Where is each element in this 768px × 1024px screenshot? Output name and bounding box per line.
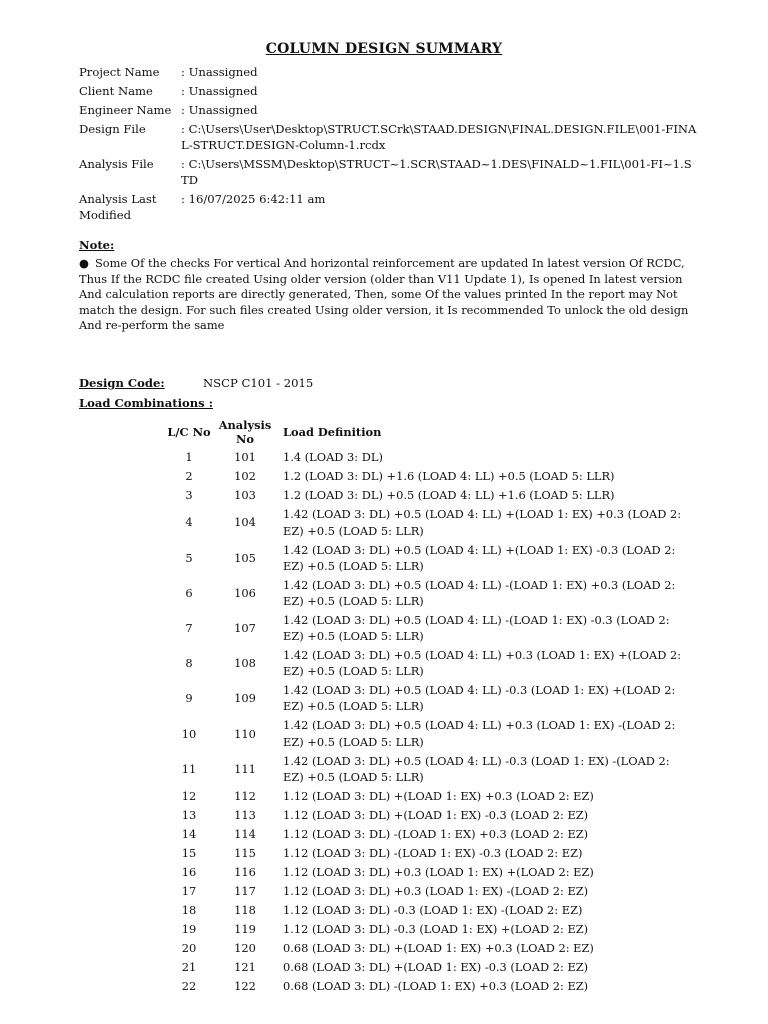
lc-no-cell: 10 xyxy=(181,726,197,741)
lc-no-cell: 7 xyxy=(185,621,193,635)
lc-no-cell: 9 xyxy=(185,691,193,706)
table-row xyxy=(166,919,683,938)
analysis-no-cell: 120 xyxy=(234,940,256,955)
lc-no-cell: 5 xyxy=(185,550,193,565)
info-value: : C:\Users\User\Desktop\STRUCT.SCrk\STAAD.DESIGN\FINAL.DESIGN.FILE\001-FINAL-STRUCT.DESIGN-Column-1.rcdx xyxy=(181,122,697,152)
analysis-no-cell: 106 xyxy=(234,585,256,600)
load-definition-cell: 1.12 (LOAD 3: DL) +0.3 (LOAD 1: EX) -(LOAD 2: EZ) xyxy=(283,883,589,898)
lc-no-cell: 13 xyxy=(181,807,197,822)
load-definition-cell: 1.42 (LOAD 3: DL) +0.5 (LOAD 4: LL) +(LOAD 1: EX) -0.3 (LOAD 2: EZ) +0.5 (LOAD 5: LLR) xyxy=(283,542,676,573)
table-header-row xyxy=(166,416,683,448)
lc-no-cell: 15 xyxy=(181,845,197,860)
load-definition-cell: 1.12 (LOAD 3: DL) -0.3 (LOAD 1: EX) +(LOAD 2: EZ) xyxy=(283,921,589,936)
analysis-no-cell: 117 xyxy=(234,883,256,898)
load-definition-cell: 1.4 (LOAD 3: DL) xyxy=(283,450,383,465)
table-row xyxy=(166,957,683,976)
table-row xyxy=(166,716,683,751)
info-row-analysis-file xyxy=(79,156,699,188)
analysis-no-cell: 115 xyxy=(234,845,256,860)
analysis-no-cell: 109 xyxy=(234,691,256,706)
header-load-definition: Load Definition xyxy=(283,425,382,439)
analysis-no-cell: 104 xyxy=(234,515,256,530)
project-info xyxy=(79,64,699,226)
info-value: : Unassigned xyxy=(181,103,258,117)
lc-no-cell: 17 xyxy=(181,883,197,898)
table-row xyxy=(166,805,683,824)
table-body xyxy=(166,448,683,995)
analysis-no-cell: 114 xyxy=(234,826,256,841)
header-analysis-no: Analysis No xyxy=(218,418,272,446)
load-definition-cell: 1.12 (LOAD 3: DL) -0.3 (LOAD 1: EX) -(LOAD 2: EZ) xyxy=(283,902,583,917)
info-row-design-file xyxy=(79,121,699,153)
lc-no-cell: 22 xyxy=(181,978,197,993)
info-value: : C:\Users\MSSM\Desktop\STRUCT~1.SCR\STAAD~1.DES\FINALD~1.FIL\001-FI~1.STD xyxy=(181,157,692,187)
info-row-engineer-name xyxy=(79,102,699,118)
load-definition-cell: 1.42 (LOAD 3: DL) +0.5 (LOAD 4: LL) +0.3 (LOAD 1: EX) +(LOAD 2: EZ) +0.5 (LOAD 5: LLR) xyxy=(283,648,682,679)
info-value: : 16/07/2025 6:42:11 am xyxy=(181,192,326,206)
load-definition-cell: 1.12 (LOAD 3: DL) -(LOAD 1: EX) +0.3 (LOAD 2: EZ) xyxy=(283,826,589,841)
lc-no-cell: 4 xyxy=(185,515,193,530)
info-row-client-name xyxy=(79,83,699,99)
info-label: Analysis Last Modified xyxy=(79,192,157,222)
table-row xyxy=(166,881,683,900)
analysis-no-cell: 111 xyxy=(234,761,256,776)
analysis-no-cell: 110 xyxy=(234,726,256,741)
table-row xyxy=(166,751,683,786)
table-row xyxy=(166,575,683,610)
load-definition-cell: 1.12 (LOAD 3: DL) +(LOAD 1: EX) -0.3 (LOAD 2: EZ) xyxy=(283,807,589,822)
lc-no-cell: 6 xyxy=(185,585,193,600)
load-definition-cell: 1.12 (LOAD 3: DL) +(LOAD 1: EX) +0.3 (LOAD 2: EZ) xyxy=(283,788,594,803)
analysis-no-cell: 118 xyxy=(234,902,256,917)
lc-no-cell: 8 xyxy=(185,656,193,671)
table-row xyxy=(166,486,683,505)
load-combinations-table xyxy=(166,416,683,995)
bullet-icon: ● xyxy=(79,256,89,270)
analysis-no-cell: 101 xyxy=(234,450,256,465)
analysis-no-cell: 107 xyxy=(234,621,256,635)
load-definition-cell: 0.68 (LOAD 3: DL) -(LOAD 1: EX) +0.3 (LOAD 2: EZ) xyxy=(283,978,589,993)
analysis-no-cell: 105 xyxy=(234,550,256,565)
lc-no-cell: 18 xyxy=(181,902,197,917)
lc-no-cell: 16 xyxy=(181,864,197,879)
info-row-analysis-last-modified xyxy=(79,191,699,223)
table-row xyxy=(166,505,683,540)
analysis-no-cell: 103 xyxy=(234,488,256,503)
table-row xyxy=(166,681,683,716)
header-lc-no: L/C No xyxy=(167,425,211,439)
lc-no-cell: 2 xyxy=(185,469,193,484)
table-row xyxy=(166,611,683,646)
table-row xyxy=(166,976,683,995)
note-text: Some Of the checks For vertical And horizontal reinforcement are updated In latest version Of RCDC, Thus If the RCDC file created Using older version (older than V11 Update 1), Is opened In latest version And calculation reports are directly generated, Then, some Of the values printed In the report may Not match the design. For such files created Using older version, it Is recommended To unlock the old design And re-perform the same xyxy=(79,256,689,332)
note-body xyxy=(79,256,691,334)
analysis-no-cell: 113 xyxy=(234,807,256,822)
load-definition-cell: 1.42 (LOAD 3: DL) +0.5 (LOAD 4: LL) -(LOAD 1: EX) -0.3 (LOAD 2: EZ) +0.5 (LOAD 5: LLR) xyxy=(283,612,670,644)
lc-no-cell: 11 xyxy=(181,761,197,776)
table-row xyxy=(166,467,683,486)
table-row xyxy=(166,824,683,843)
info-label: Project Name xyxy=(79,65,160,79)
load-definition-cell: 1.2 (LOAD 3: DL) +0.5 (LOAD 4: LL) +1.6 (LOAD 5: LLR) xyxy=(283,488,615,503)
table-row xyxy=(166,540,683,575)
note-heading: Note: xyxy=(79,238,115,252)
table-row xyxy=(166,448,683,467)
table-row xyxy=(166,862,683,881)
table-row xyxy=(166,938,683,957)
load-definition-cell: 0.68 (LOAD 3: DL) +(LOAD 1: EX) +0.3 (LOAD 2: EZ) xyxy=(283,940,594,955)
analysis-no-cell: 116 xyxy=(234,864,256,879)
load-definition-cell: 1.42 (LOAD 3: DL) +0.5 (LOAD 4: LL) -0.3 (LOAD 1: EX) +(LOAD 2: EZ) +0.5 (LOAD 5: LLR) xyxy=(283,683,676,714)
lc-no-cell: 19 xyxy=(181,921,197,936)
info-label: Client Name xyxy=(79,84,153,98)
load-combinations-heading: Load Combinations : xyxy=(79,396,213,410)
analysis-no-cell: 112 xyxy=(234,788,256,803)
lc-no-cell: 20 xyxy=(181,940,197,955)
load-definition-cell: 0.68 (LOAD 3: DL) +(LOAD 1: EX) -0.3 (LOAD 2: EZ) xyxy=(283,959,589,974)
lc-no-cell: 3 xyxy=(185,488,193,503)
lc-no-cell: 21 xyxy=(181,959,197,974)
table-row xyxy=(166,900,683,919)
info-value: : Unassigned xyxy=(181,65,258,79)
analysis-no-cell: 102 xyxy=(234,469,256,484)
analysis-no-cell: 108 xyxy=(234,656,256,671)
info-label: Design File xyxy=(79,122,146,136)
analysis-no-cell: 121 xyxy=(234,959,256,974)
load-definition-cell: 1.2 (LOAD 3: DL) +1.6 (LOAD 4: LL) +0.5 (LOAD 5: LLR) xyxy=(283,469,615,484)
lc-no-cell: 1 xyxy=(185,450,193,465)
load-definition-cell: 1.42 (LOAD 3: DL) +0.5 (LOAD 4: LL) -(LOAD 1: EX) +0.3 (LOAD 2: EZ) +0.5 (LOAD 5: LLR) xyxy=(283,577,676,608)
lc-no-cell: 14 xyxy=(181,826,197,841)
table-row xyxy=(166,843,683,862)
load-definition-cell: 1.12 (LOAD 3: DL) -(LOAD 1: EX) -0.3 (LOAD 2: EZ) xyxy=(283,845,583,860)
design-code-label: Design Code: xyxy=(79,376,165,390)
analysis-no-cell: 122 xyxy=(234,978,256,993)
load-definition-cell: 1.42 (LOAD 3: DL) +0.5 (LOAD 4: LL) +(LOAD 1: EX) +0.3 (LOAD 2: EZ) +0.5 (LOAD 5: LLR) xyxy=(283,507,682,538)
table-row xyxy=(166,786,683,805)
design-code-value: NSCP C101 - 2015 xyxy=(203,376,314,390)
info-label: Engineer Name xyxy=(79,103,172,117)
load-definition-cell: 1.42 (LOAD 3: DL) +0.5 (LOAD 4: LL) -0.3 (LOAD 1: EX) -(LOAD 2: EZ) +0.5 (LOAD 5: LLR) xyxy=(283,753,670,784)
load-definition-cell: 1.42 (LOAD 3: DL) +0.5 (LOAD 4: LL) +0.3 (LOAD 1: EX) -(LOAD 2: EZ) +0.5 (LOAD 5: LLR) xyxy=(283,718,676,749)
analysis-no-cell: 119 xyxy=(234,921,256,936)
lc-no-cell: 12 xyxy=(181,788,197,803)
info-label: Analysis File xyxy=(79,157,154,171)
info-row-project-name xyxy=(79,64,699,80)
info-value: : Unassigned xyxy=(181,84,258,98)
load-definition-cell: 1.12 (LOAD 3: DL) +0.3 (LOAD 1: EX) +(LOAD 2: EZ) xyxy=(283,864,594,879)
page-title: COLUMN DESIGN SUMMARY xyxy=(265,41,503,57)
table-row xyxy=(166,646,683,681)
